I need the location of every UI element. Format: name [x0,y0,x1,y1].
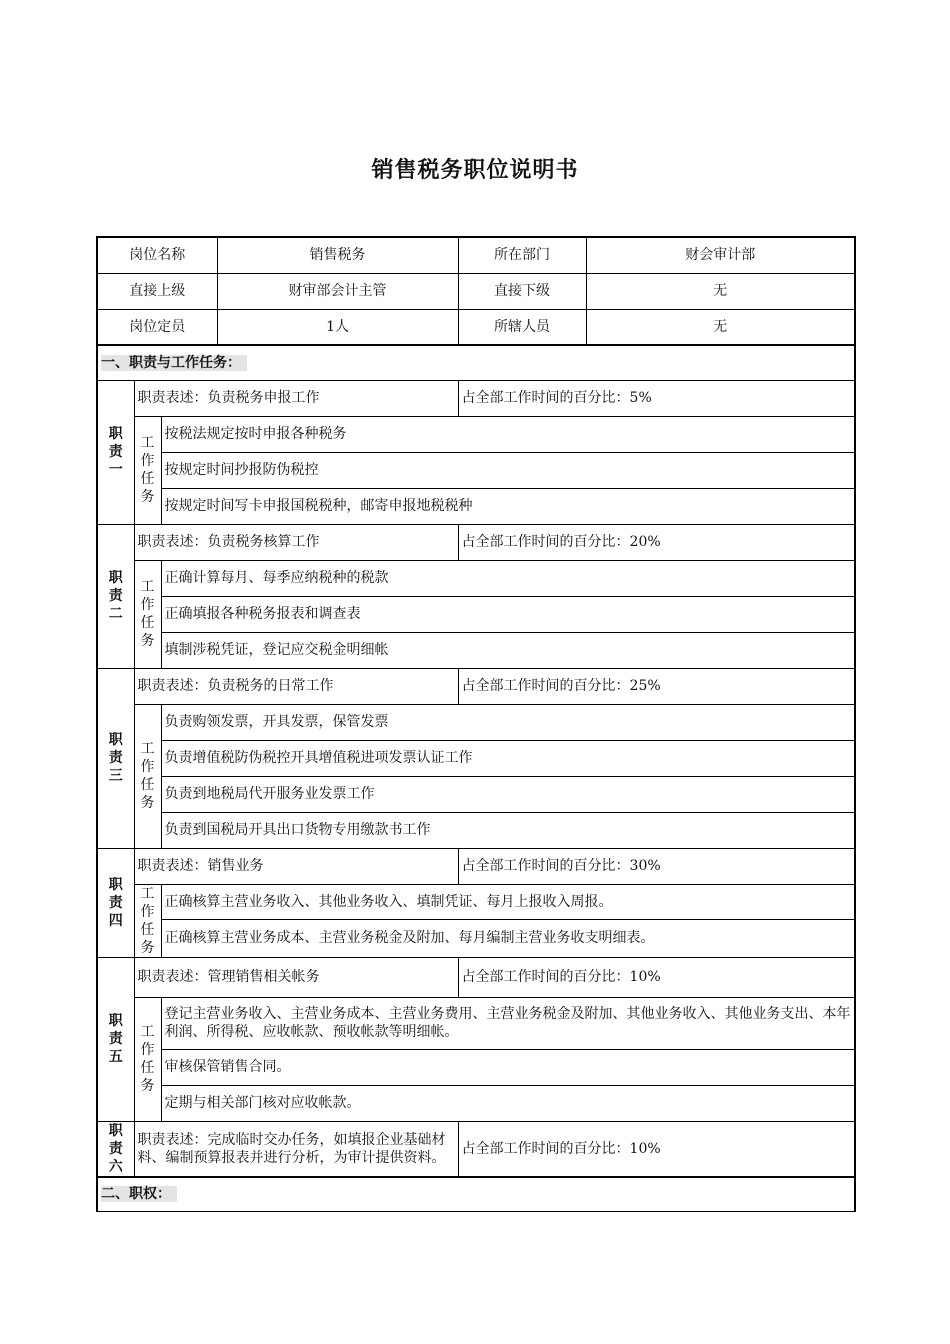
section-title: 一、职责与工作任务： [101,355,247,371]
header-row [97,309,855,345]
duty-label: 职责六 [97,1121,134,1177]
duty-percentage: 占全部工作时间的百分比：10% [458,1121,855,1177]
task-item: 负责到地税局代开服务业发票工作 [161,776,855,812]
duty-percentage: 占全部工作时间的百分比：25% [458,668,855,704]
header-value: 财会审计部 [586,237,855,273]
header-value: 销售税务 [217,237,458,273]
duty-description: 职责表述：负责税务核算工作 [134,524,458,560]
task-row [97,416,855,452]
task-row [97,596,855,632]
task-item: 负责购领发票，开具发票，保管发票 [161,704,855,740]
task-row [97,776,855,812]
task-row [97,1049,855,1085]
header-label: 岗位名称 [97,237,217,273]
task-item: 正确核算主营业务收入、其他业务收入、填制凭证、每月上报收入周报。 [161,884,855,919]
duty-desc-row [97,957,855,997]
task-item: 按税法规定按时申报各种税务 [161,416,855,452]
task-item: 负责增值税防伪税控开具增值税进项发票认证工作 [161,740,855,776]
header-value: 1人 [217,309,458,345]
task-row [97,632,855,668]
task-row [97,997,855,1049]
header-value: 财审部会计主管 [217,273,458,309]
duty-percentage: 占全部工作时间的百分比：10% [458,957,855,997]
duty-desc-row [97,380,855,416]
task-item: 登记主营业务收入、主营业务成本、主营业务费用、主营业务税金及附加、其他业务收入、其他业务支出、本年利润、所得税、应收帐款、预收帐款等明细帐。 [161,997,855,1049]
duty-label: 职责三 [97,668,134,848]
section-heading [97,1177,855,1212]
task-item: 负责到国税局开具出口货物专用缴款书工作 [161,812,855,848]
duty-percentage: 占全部工作时间的百分比：20% [458,524,855,560]
task-row [97,812,855,848]
job-description-table [96,236,856,1212]
task-item: 审核保管销售合同。 [161,1049,855,1085]
task-item: 定期与相关部门核对应收帐款。 [161,1085,855,1121]
task-row [97,740,855,776]
duty-description: 职责表述：完成临时交办任务，如填报企业基础材料、编制预算报表并进行分析，为审计提供资料。 [134,1121,458,1177]
task-label: 工作任务 [134,884,161,957]
duty-label: 职责一 [97,380,134,524]
duty-label: 职责五 [97,957,134,1121]
task-label: 工作任务 [134,704,161,848]
duty-description: 职责表述：负责税务的日常工作 [134,668,458,704]
section-heading [97,345,855,380]
duty-percentage: 占全部工作时间的百分比：30% [458,848,855,884]
task-label: 工作任务 [134,416,161,524]
duty-desc-row [97,848,855,884]
duty-label: 职责四 [97,848,134,957]
header-row [97,237,855,273]
duty-description: 职责表述：销售业务 [134,848,458,884]
task-row [97,488,855,524]
task-row [97,884,855,919]
header-value: 无 [586,273,855,309]
task-row [97,1085,855,1121]
header-label: 直接上级 [97,273,217,309]
duty-desc-row [97,524,855,560]
task-item: 正确填报各种税务报表和调查表 [161,596,855,632]
task-item: 正确核算主营业务成本、主营业务税金及附加、每月编制主营业务收支明细表。 [161,919,855,957]
duty-label: 职责二 [97,524,134,668]
header-row [97,273,855,309]
page-title: 销售税务职位说明书 [371,158,579,183]
header-value: 无 [586,309,855,345]
header-label: 直接下级 [458,273,586,309]
duty-description: 职责表述：管理销售相关帐务 [134,957,458,997]
task-label: 工作任务 [134,560,161,668]
task-item: 正确计算每月、每季应纳税种的税款 [161,560,855,596]
duty-desc-row [97,1121,855,1177]
section-title: 二、职权： [101,1186,177,1202]
task-row [97,704,855,740]
header-label: 所辖人员 [458,309,586,345]
duty-desc-row [97,668,855,704]
header-label: 岗位定员 [97,309,217,345]
task-row [97,919,855,957]
task-item: 按规定时间写卡申报国税税种，邮寄申报地税税种 [161,488,855,524]
duty-description: 职责表述：负责税务申报工作 [134,380,458,416]
task-row [97,452,855,488]
task-row [97,560,855,596]
task-label: 工作任务 [134,997,161,1121]
task-item: 填制涉税凭证，登记应交税金明细帐 [161,632,855,668]
header-label: 所在部门 [458,237,586,273]
duty-percentage: 占全部工作时间的百分比：5% [458,380,855,416]
task-item: 按规定时间抄报防伪税控 [161,452,855,488]
